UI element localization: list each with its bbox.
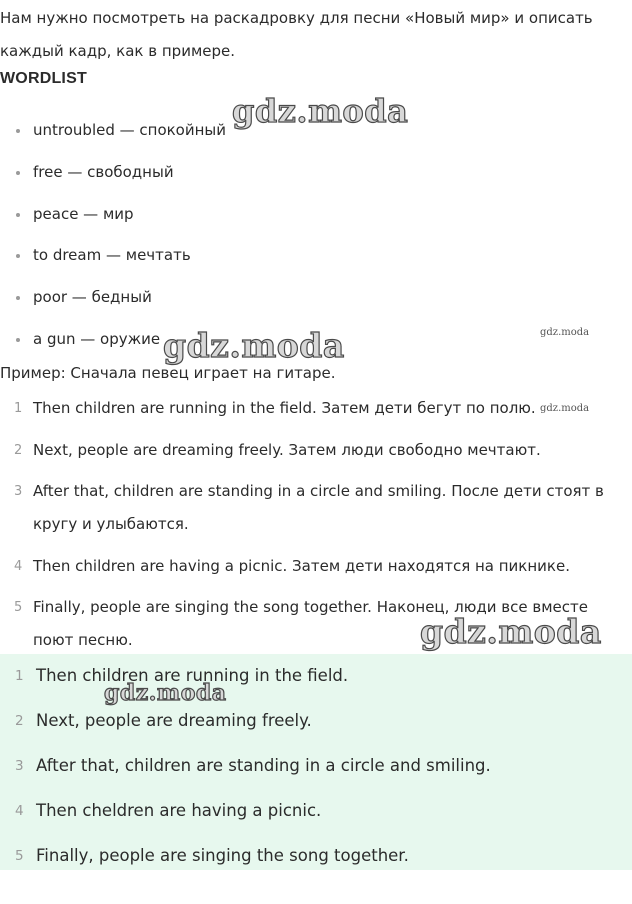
watermark: gdz.moda — [232, 92, 409, 130]
item-number: 3 — [14, 484, 23, 499]
answer-box — [0, 654, 632, 870]
list-item — [0, 748, 632, 793]
item-number: 5 — [14, 600, 23, 615]
watermark: gdz.moda — [163, 326, 345, 365]
item-text: After that, children are standing in a circle and smiling. — [36, 756, 491, 775]
watermark: gdz.moda — [420, 612, 602, 651]
item-text: Then children are running in the field. Затем дети бегут по полю. — [33, 399, 536, 417]
list-item — [0, 434, 632, 467]
item-text: Then cheldren are having a picnic. — [36, 801, 322, 820]
task-description: Нам нужно посмотреть на раскадровку для песни «Новый мир» и описать каждый кадр, как в примере. — [0, 9, 593, 60]
list-item — [0, 113, 226, 155]
example-sentence: Пример: Сначала певец играет на гитаре. — [0, 364, 336, 382]
bullet-icon — [16, 338, 20, 342]
list-item — [0, 703, 632, 748]
bullet-icon — [16, 213, 20, 217]
item-number: 4 — [14, 558, 23, 574]
bullet-icon — [16, 296, 20, 300]
wordlist-entry: a gun — оружие — [33, 329, 161, 348]
list-item — [0, 392, 632, 425]
wordlist-entry: peace — мир — [33, 204, 134, 223]
item-number: 1 — [14, 401, 23, 416]
list-item — [0, 475, 632, 541]
list-item — [0, 197, 226, 239]
item-text: Finally, people are singing the song together. Наконец, люди все вместе поют песню. — [33, 598, 588, 649]
item-text: Next, people are dreaming freely. — [36, 711, 312, 730]
watermark: gdz.moda — [104, 680, 227, 706]
item-number: 2 — [14, 442, 23, 458]
watermark: gdz.moda — [540, 403, 590, 414]
item-text: Next, people are dreaming freely. Затем люди свободно мечтают. — [33, 440, 541, 459]
list-item — [0, 550, 632, 583]
list-item — [0, 155, 226, 197]
item-number: 1 — [15, 668, 24, 684]
item-text: After that, children are standing in a circle and smiling. После дети стоят в кругу и улыбаются. — [33, 482, 604, 533]
bullet-icon — [16, 254, 20, 258]
bullet-icon — [16, 129, 20, 133]
wordlist-entry: untroubled — спокойный — [33, 121, 227, 139]
watermark: gdz.moda — [540, 327, 590, 338]
item-number: 3 — [15, 758, 24, 774]
answer-list — [0, 654, 632, 883]
wordlist-heading: WORDLIST — [0, 70, 87, 87]
list-item — [0, 658, 632, 703]
item-number: 4 — [15, 803, 24, 819]
list-item — [0, 280, 226, 322]
item-text: Then children are running in the field. — [36, 666, 349, 685]
list-item — [0, 793, 632, 838]
wordlist-entry: to dream — мечтать — [33, 246, 191, 265]
item-number: 2 — [15, 713, 24, 729]
item-text: Finally, people are singing the song together. — [36, 846, 409, 865]
wordlist-entry: free — свободный — [33, 162, 174, 181]
list-item — [0, 238, 226, 280]
list-item — [0, 838, 632, 883]
wordlist-entry: poor — бедный — [33, 288, 152, 307]
item-number: 5 — [15, 848, 24, 864]
bullet-icon — [16, 171, 20, 175]
item-text: Then children are having a picnic. Затем дети находятся на пикнике. — [33, 556, 570, 575]
